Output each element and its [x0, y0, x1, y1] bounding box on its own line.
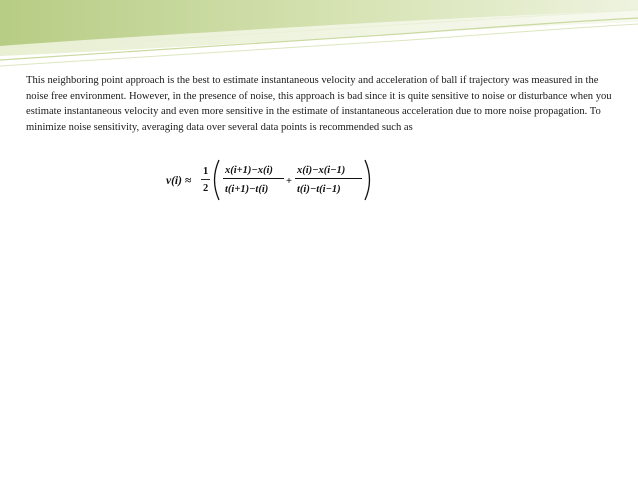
formula-lhs: v(i) ≈	[166, 175, 192, 187]
formula-term1-denominator: t(i+1)−t(i)	[225, 184, 269, 195]
formula-term2-numerator: x(i)−x(i−1)	[297, 165, 346, 176]
formula-term2-denominator: t(i)−t(i−1)	[297, 184, 341, 195]
body-paragraph: This neighboring point approach is the best to estimate instantaneous velocity and acceleration of ball if trajectory was measured in the noise free environment. However, in the presence of noise, this approach is bad since it is quite sensitive to noise or disturbance when you estimate instantaneous velocity and even more sensitive in the estimate of instantaneous acceleration due to more noise propagation. To minimize noise sensitivity, averaging data over several data points is recommended such as	[26, 75, 612, 133]
formula-coef-denominator: 2	[203, 183, 209, 194]
formula-plus: +	[286, 176, 292, 187]
formula-term1-numerator: x(i+1)−x(i)	[225, 165, 273, 176]
formula-left-paren	[215, 160, 220, 200]
velocity-averaging-formula	[166, 158, 376, 204]
header-wave-decoration	[0, 0, 638, 75]
formula-right-paren	[365, 160, 370, 200]
formula-coef-numerator: 1	[203, 166, 209, 177]
